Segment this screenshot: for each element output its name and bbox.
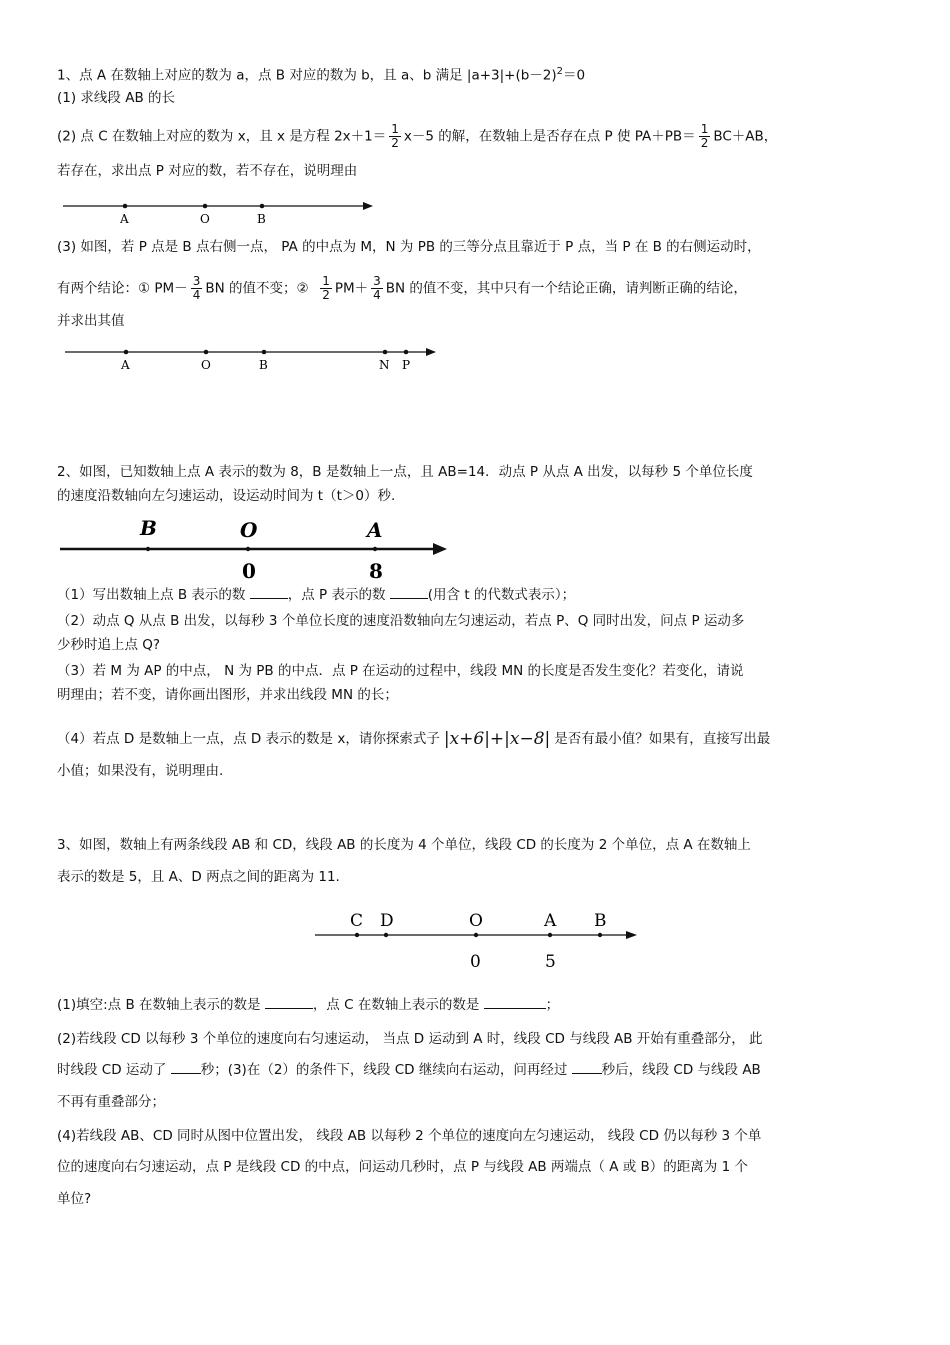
point-B: [146, 547, 150, 551]
label-A: A: [367, 518, 383, 542]
tick-0: 0: [242, 559, 256, 581]
p1-q1: (1) 求线段 AB 的长: [57, 90, 175, 106]
p1-q3: (3) 如图，若 P 点是 B 点右侧一点， PA 的中点为 M，N 为 PB 的三等分点且靠近于 P 点，当 P 在 B 的右侧运动时，: [57, 239, 761, 255]
answer-blank[interactable]: [171, 1061, 201, 1074]
p1-q3-conclusions: 有两个结论：① PM－ $\frac{3}{4}$ BN 的值不变；② $\frac{1}{2}$ PM＋ $\frac{3}{4}$ BN 的值不变，其中只有一个结论正确，请判断正确的结论，: [57, 274, 747, 302]
number-line-fig2: [60, 342, 450, 378]
tick-0: 0: [470, 952, 481, 972]
answer-blank[interactable]: [484, 996, 546, 1009]
p2-q1: （1）写出数轴上点 B 表示的数 ，点 P 表示的数 (用含 t 的代数式表示）；: [57, 587, 576, 603]
p1-q2: (2) 点 C 在数轴上对应的数为 x，且 x 是方程 2x＋1＝ $\frac{1}{2}$ x－5 的解，在数轴上是否存在点 P 使 PA＋PB＝ $\frac{1}{2}$ BC＋AB，: [57, 122, 778, 150]
label-O: O: [200, 212, 210, 226]
p3-intro: 3、如图，数轴上有两条线段 AB 和 CD，线段 AB 的长度为 4 个单位，线段 CD 的长度为 2 个单位，点 A 在数轴上: [57, 837, 751, 853]
answer-blank[interactable]: [390, 586, 428, 599]
point-O: [474, 933, 478, 937]
point-A: [123, 204, 128, 209]
p3-q2: (2)若线段 CD 以每秒 3 个单位的速度向右匀速运动， 当点 D 运动到 A 时，线段 CD 与线段 AB 开始有重叠部分， 此: [57, 1031, 763, 1047]
fraction-half-3: $\frac{1}{2}$: [322, 274, 330, 302]
point-C: [355, 933, 359, 937]
p1-intro: 1、点 A 在数轴上对应的数为 a，点 B 对应的数为 b，且 a、b 满足 $|a+3|+(b-2)^2=0$: [57, 66, 586, 84]
label-B: B: [140, 516, 157, 540]
fraction-three-quarters: $\frac{3}{4}$: [192, 274, 201, 302]
point-O: [204, 350, 209, 355]
fraction-half-2: $\frac{1}{2}$: [700, 122, 709, 150]
p3-q4-cont: 位的速度向右匀速运动，点 P 是线段 CD 的中点，问运动几秒时，点 P 与线段 AB 两端点（ A 或 B）的距离为 1 个: [57, 1159, 748, 1175]
point-O: [203, 204, 208, 209]
p2-q4: （4）若点 D 是数轴上一点，点 D 表示的数是 x，请你探索式子 |x+6|+|x−8| 是否有最小值？如果有，直接写出最: [57, 729, 771, 749]
point-A: [124, 350, 129, 355]
point-O: [246, 547, 250, 551]
number-line-fig1: [55, 196, 385, 232]
exponent: 2: [556, 66, 564, 77]
p1-q2-cont: 若存在，求出点 P 对应的数，若不存在，说明理由: [57, 163, 358, 179]
label-A: A: [121, 358, 130, 372]
label-B: B: [259, 358, 268, 372]
label-B: B: [594, 911, 607, 931]
p3-q2-cont: 时线段 CD 运动了 秒；(3)在（2）的条件下，线段 CD 继续向右运动，问再经过 秒后，线段 CD 与线段 AB: [57, 1062, 761, 1078]
p2-intro: 2、如图，已知数轴上点 A 表示的数为 8，B 是数轴上一点，且 AB=14．动点 P 从点 A 出发，以每秒 5 个单位长度: [57, 464, 753, 480]
label-N: N: [379, 358, 390, 372]
p2-q2-cont: 少秒时追上点 Q?: [57, 637, 161, 653]
label-O: O: [240, 518, 258, 542]
fraction-half: $\frac{1}{2}$: [391, 122, 399, 150]
answer-blank[interactable]: [265, 996, 313, 1009]
answer-blank[interactable]: [250, 586, 288, 599]
label-A: A: [544, 911, 557, 931]
p3-intro-cont: 表示的数是 5，且 A、D 两点之间的距离为 11.: [57, 869, 340, 885]
label-D: D: [380, 911, 394, 931]
p3-q4-end: 单位?: [57, 1191, 92, 1207]
p3-q2-end: 不再有重叠部分；: [57, 1094, 165, 1110]
label-A: A: [120, 212, 129, 226]
tick-5: 5: [545, 952, 556, 972]
point-A: [548, 933, 552, 937]
label-C: C: [350, 911, 364, 931]
point-B: [260, 204, 265, 209]
p2-q3: （3）若 M 为 AP 的中点， N 为 PB 的中点．点 P 在运动的过程中，线段 MN 的长度是否发生变化？若变化，请说: [57, 663, 744, 679]
answer-blank[interactable]: [572, 1061, 602, 1074]
point-B: [598, 933, 602, 937]
label-O: O: [469, 911, 483, 931]
fraction-three-quarters-2: $\frac{3}{4}$: [373, 274, 381, 302]
point-P: [404, 350, 409, 355]
number-line-p2: [55, 515, 455, 581]
point-B: [262, 350, 267, 355]
tick-8: 8: [369, 559, 383, 581]
p3-q1: (1)填空:点 B 在数轴上表示的数是 ，点 C 在数轴上表示的数是 ；: [57, 997, 560, 1013]
label-B: B: [257, 212, 266, 226]
p1-q3-end: 并求出其值: [57, 313, 125, 329]
p2-intro-cont: 的速度沿数轴向左匀速运动，设运动时间为 t（t＞0）秒.: [57, 488, 396, 504]
point-N: [383, 350, 388, 355]
point-A: [373, 547, 377, 551]
number-line-p3: [310, 905, 650, 975]
point-D: [384, 933, 388, 937]
p2-q3-cont: 明理由；若不变，请你画出图形，并求出线段 MN 的长；: [57, 687, 398, 703]
p2-q4-cont: 小值；如果没有，说明理由.: [57, 763, 224, 779]
p2-q2: （2）动点 Q 从点 B 出发，以每秒 3 个单位长度的速度沿数轴向左匀速运动，若点 P、Q 同时出发，问点 P 运动多: [57, 613, 745, 629]
label-P: P: [402, 358, 411, 372]
p3-q4: (4)若线段 AB、CD 同时从图中位置出发， 线段 AB 以每秒 2 个单位的速度向左匀速运动， 线段 CD 仍以每秒 3 个单: [57, 1128, 762, 1144]
abs-expression: |x+6|+|x−8|: [443, 729, 551, 749]
label-O: O: [201, 358, 211, 372]
